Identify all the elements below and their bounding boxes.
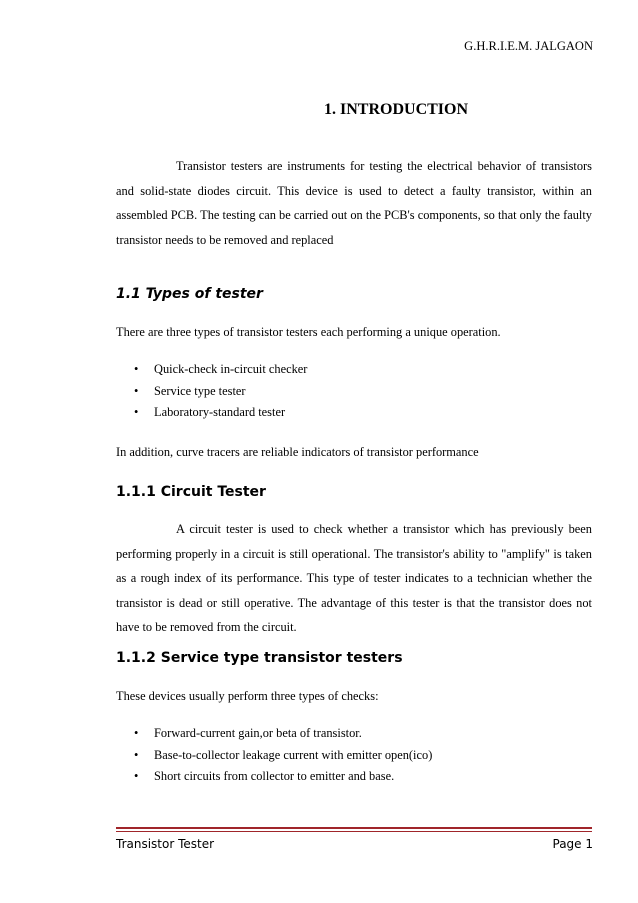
checks-list [116, 723, 432, 788]
bullet-icon: • [134, 362, 139, 376]
bullet-icon: • [134, 726, 139, 740]
section-heading-circuit-tester: 1.1.1 Circuit Tester [116, 484, 266, 500]
page-header: G.H.R.I.E.M. JALGAON [464, 39, 593, 53]
list-item-text: Service type tester [154, 383, 246, 398]
types-list [116, 359, 307, 424]
bullet-icon: • [134, 769, 139, 783]
section-heading-types: 1.1 Types of tester [116, 286, 263, 302]
footer-rule-thin [116, 831, 592, 832]
bullet-icon: • [134, 747, 139, 762]
bullet-icon: • [134, 405, 139, 419]
list-item-text: Short circuits from collector to emitter and base. [154, 769, 395, 783]
chapter-title: 1. INTRODUCTION [324, 101, 469, 118]
page-number: Page 1 [552, 837, 593, 851]
footer-rule-thick [116, 827, 592, 829]
section-heading-service-tester: 1.1.2 Service type transistor testers [116, 650, 403, 666]
list-item [116, 402, 307, 424]
footer-title: Transistor Tester [116, 837, 215, 851]
intro-paragraph: Transistor testers are instruments for testing the electrical behavior of transistors and solid-state diodes circuit. This device is used to detect a faulty transistor, within an assembled PCB. The testing can be carried out on the PCB's components, so that only the faulty transistor needs to be removed and replaced [116, 159, 592, 247]
list-item [116, 381, 307, 403]
types-lead-text: There are three types of transistor testers each performing a unique operation. [116, 325, 501, 339]
list-item-text: Forward-current gain,or beta of transistor. [154, 726, 362, 740]
curve-tracers-text: In addition, curve tracers are reliable indicators of transistor performance [116, 445, 479, 459]
list-item [116, 745, 432, 767]
list-item [116, 359, 307, 381]
list-item [116, 766, 432, 788]
list-item-text: Base-to-collector leakage current with emitter open(ico) [154, 747, 433, 762]
list-item-text: Laboratory-standard tester [154, 405, 286, 419]
circuit-tester-paragraph: A circuit tester is used to check whether a transistor which has previously been performing properly in a circuit is still operational. The transistor's ability to "amplify" is taken as a rough index of its performance. This type of tester indicates to a technician whether the transistor is dead or still operative. The advantage of this tester is that the transistor does not have to be removed from the circuit. [116, 522, 592, 634]
list-item-text: Quick-check in-circuit checker [154, 362, 308, 376]
bullet-icon: • [134, 383, 139, 398]
service-lead-text: These devices usually perform three types of checks: [116, 689, 379, 703]
list-item [116, 723, 432, 745]
